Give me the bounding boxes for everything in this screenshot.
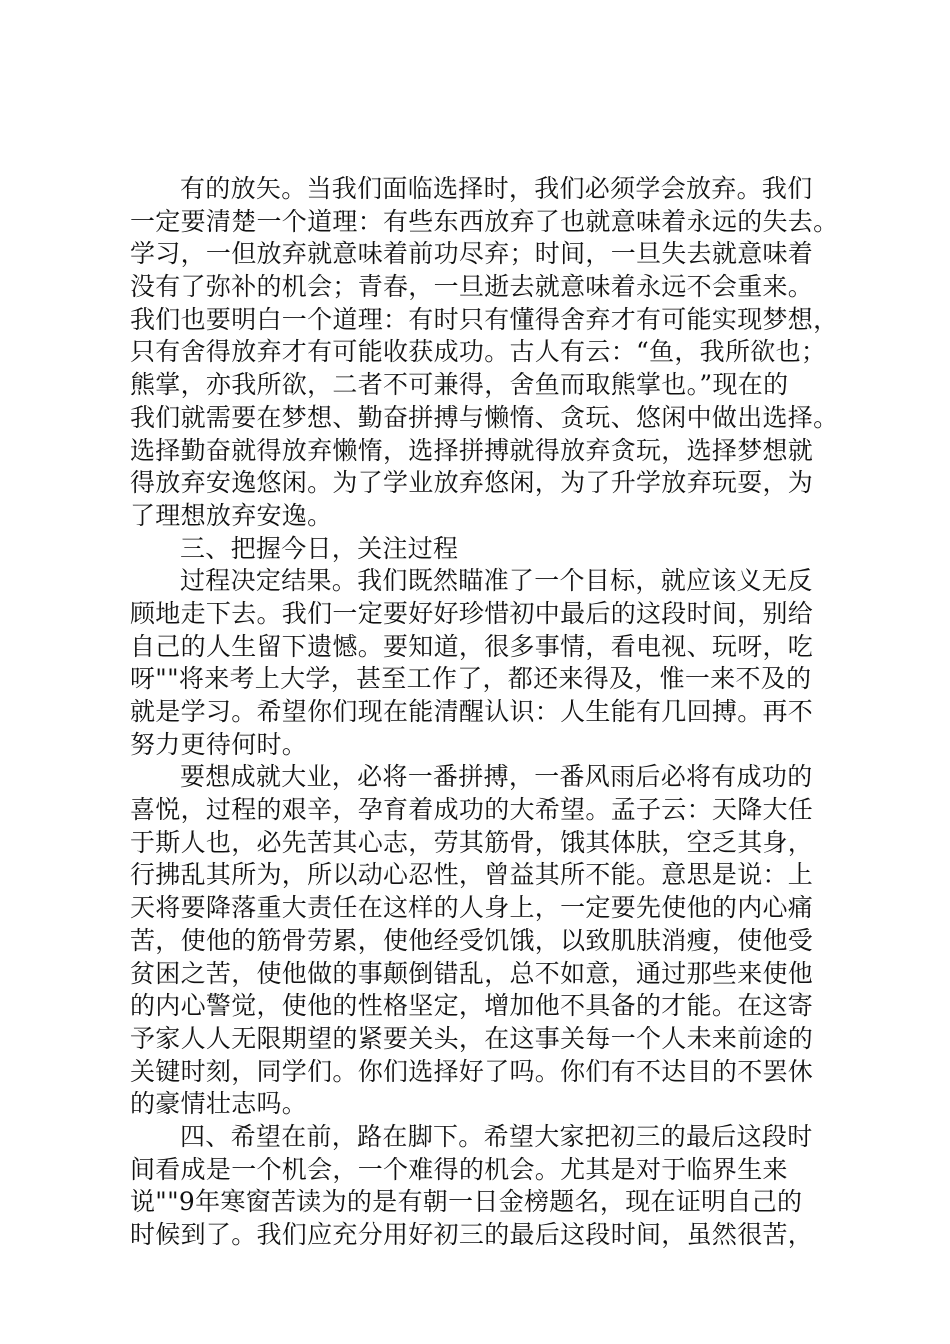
text-line: 关键时刻，同学们。你们选择好了吗。你们有不达目的不罢休 xyxy=(130,1056,814,1086)
text-line: 学习，一但放弃就意味着前功尽弃；时间，一旦失去就意味着 xyxy=(130,239,814,269)
text-line: 选择勤奋就得放弃懒惰，选择拼搏就得放弃贪玩，选择梦想就 xyxy=(130,435,814,465)
text-line: 得放弃安逸悠闲。为了学业放弃悠闲，为了升学放弃玩耍，为 xyxy=(130,468,814,498)
text-line: 一定要清楚一个道理：有些东西放弃了也就意味着永远的失去。 xyxy=(130,206,839,236)
text-line: 行拂乱其所为，所以动心忍性，曾益其所不能。意思是说：上 xyxy=(130,860,814,890)
text-line: 顾地走下去。我们一定要好好珍惜初中最后的这段时间，别给 xyxy=(130,598,814,628)
text-line: 我们也要明白一个道理：有时只有懂得舍弃才有可能实现梦想， xyxy=(130,304,839,334)
text-line: 的豪情壮志吗。 xyxy=(130,1089,308,1119)
text-line: 我们就需要在梦想、勤奋拼搏与懒惰、贪玩、悠闲中做出选择。 xyxy=(130,402,839,432)
text-line: 没有了弥补的机会；青春，一旦逝去就意味着永远不会重来。 xyxy=(130,272,814,302)
section-heading: 四、希望在前，路在脚下。希望大家把初三的最后这段时 xyxy=(180,1121,813,1151)
text-line: 了理想放弃安逸。 xyxy=(130,500,333,530)
text-line: 时候到了。我们应充分用好初三的最后这段时间，虽然很苦， xyxy=(130,1220,814,1249)
text-line: 天将要降落重大责任在这样的人身上，一定要先使他的内心痛 xyxy=(130,893,814,923)
document-body xyxy=(130,173,839,1252)
text-line: 苦，使他的筋骨劳累，使他经受饥饿，以致肌肤消瘦，使他受 xyxy=(130,925,814,955)
text-line: 熊掌，亦我所欲，二者不可兼得，舍鱼而取熊掌也。”现在的 xyxy=(130,370,789,400)
text-line: 说""9年寒窗苦读为的是有朝一日金榜题名，现在证明自己的 xyxy=(130,1187,803,1217)
text-line: 于斯人也，必先苦其心志，劳其筋骨，饿其体肤，空乏其身， xyxy=(130,827,814,857)
text-line: 有的放矢。当我们面临选择时，我们必须学会放弃。我们 xyxy=(180,174,813,203)
text-line: 予家人人无限期望的紧要关头，在这事关每一个人未来前途的 xyxy=(130,1023,814,1053)
text-line: 间看成是一个机会，一个难得的机会。尤其是对于临界生来 xyxy=(130,1154,788,1184)
section-heading: 三、把握今日，关注过程 xyxy=(180,533,459,563)
text-line: 贫困之苦，使他做的事颠倒错乱，总不如意，通过那些来使他 xyxy=(130,958,814,988)
text-line: 努力更待何时。 xyxy=(130,729,308,759)
text-line: 要想成就大业，必将一番拼搏，一番风雨后必将有成功的 xyxy=(180,762,813,792)
text-line: 喜悦，过程的艰辛，孕育着成功的大希望。孟子云：天降大任 xyxy=(130,795,814,825)
text-line: 就是学习。希望你们现在能清醒认识：人生能有几回搏。再不 xyxy=(130,697,814,726)
text-line: 的内心警觉，使他的性格坚定，增加他不具备的才能。在这寄 xyxy=(130,991,814,1021)
text-line: 过程决定结果。我们既然瞄准了一个目标，就应该义无反 xyxy=(180,566,813,596)
text-line: 呀""将来考上大学，甚至工作了，都还来得及，惟一来不及的 xyxy=(130,664,812,694)
text-line: 自己的人生留下遗憾。要知道，很多事情，看电视、玩呀，吃 xyxy=(130,631,814,661)
text-line: 只有舍得放弃才有可能收获成功。古人有云：“鱼，我所欲也； xyxy=(130,337,827,367)
